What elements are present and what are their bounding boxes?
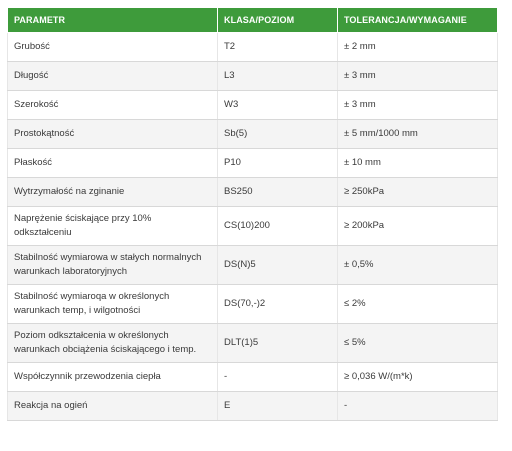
param-line-2: warunkach laboratoryjnych [14,266,128,277]
tolerance-cell: ± 5 mm/1000 mm [338,120,498,149]
param-line-1: Stabilność wymiarowa w stałych normalnych [14,252,202,263]
param-cell [8,324,218,363]
class-cell: T2 [218,33,338,62]
tolerance-cell: ± 0,5% [338,246,498,285]
param-line-2: warunkach temp, i wilgotności [14,305,141,316]
param-line-2: warunkach obciążenia ściskającego i temp. [14,344,197,355]
param-cell: Płaskość [8,149,218,178]
class-cell: W3 [218,91,338,120]
specification-table [7,7,498,421]
table-row [8,392,498,421]
class-cell: L3 [218,62,338,91]
param-line-1: Naprężenie ściskające przy 10% [14,213,152,224]
tolerance-cell: ± 3 mm [338,91,498,120]
class-cell: DLT(1)5 [218,324,338,363]
table-row [8,62,498,91]
table-row [8,285,498,324]
param-cell [8,246,218,285]
tolerance-cell: - [338,392,498,421]
table-row [8,207,498,246]
tolerance-cell: ≤ 5% [338,324,498,363]
table-row [8,178,498,207]
param-cell: Współczynnik przewodzenia ciepła [8,363,218,392]
tolerance-cell: ≥ 0,036 W/(m*k) [338,363,498,392]
param-cell: Wytrzymałość na zginanie [8,178,218,207]
param-cell [8,285,218,324]
tolerance-cell: ≤ 2% [338,285,498,324]
class-cell: BS250 [218,178,338,207]
tolerance-cell: ± 2 mm [338,33,498,62]
header-parametr: PARAMETR [8,8,218,33]
table-row [8,120,498,149]
tolerance-cell: ± 10 mm [338,149,498,178]
spec-table-container [7,7,497,421]
param-line-1: Poziom odkształcenia w określonych [14,330,169,341]
param-line-1: Stabilność wymiaroqa w określonych [14,291,170,302]
param-cell: Prostokątność [8,120,218,149]
param-cell [8,207,218,246]
tolerance-cell: ± 3 mm [338,62,498,91]
table-header-row [8,8,498,33]
table-row [8,363,498,392]
class-cell: CS(10)200 [218,207,338,246]
param-line-2: odkształceniu [14,227,72,238]
param-cell: Szerokość [8,91,218,120]
class-cell: DS(70,-)2 [218,285,338,324]
param-cell: Reakcja na ogień [8,392,218,421]
table-row [8,33,498,62]
class-cell: P10 [218,149,338,178]
param-cell: Długość [8,62,218,91]
table-row [8,91,498,120]
header-tolerancja-wymaganie: TOLERANCJA/WYMAGANIE [338,8,498,33]
param-cell: Grubość [8,33,218,62]
table-row [8,246,498,285]
class-cell: - [218,363,338,392]
class-cell: DS(N)5 [218,246,338,285]
table-row [8,324,498,363]
class-cell: E [218,392,338,421]
tolerance-cell: ≥ 200kPa [338,207,498,246]
class-cell: Sb(5) [218,120,338,149]
header-klasa-poziom: KLASA/POZIOM [218,8,338,33]
table-row [8,149,498,178]
tolerance-cell: ≥ 250kPa [338,178,498,207]
